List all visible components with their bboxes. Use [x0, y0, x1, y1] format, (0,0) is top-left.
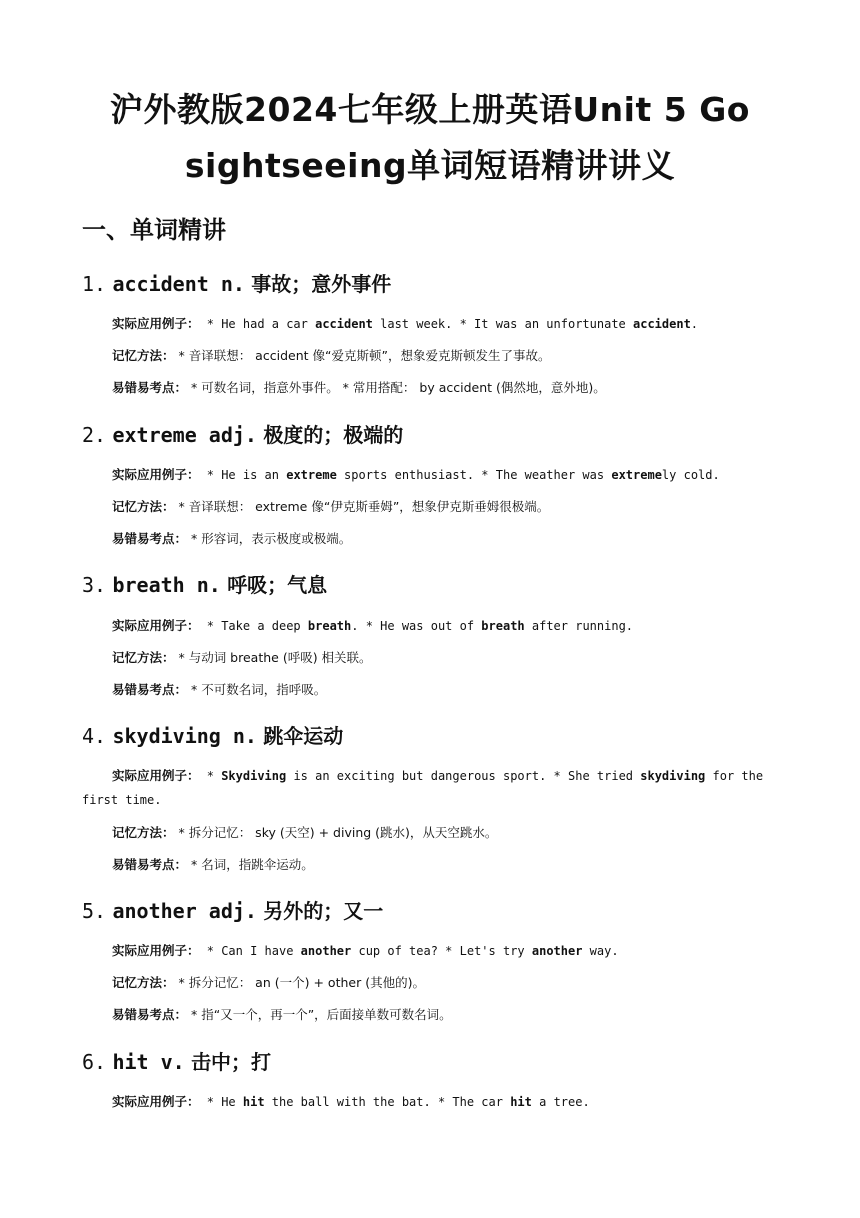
entry-number: 4. [82, 724, 107, 748]
memory-label: 记忆方法： [112, 499, 175, 514]
example-line [112, 614, 802, 638]
example-line [82, 764, 802, 812]
memory-line [112, 495, 802, 519]
entry-number: 6. [82, 1050, 107, 1074]
entry-word: hit v. [112, 1050, 185, 1074]
doc-title-line1: 沪外教版2024七年级上册英语Unit 5 Go [110, 90, 750, 129]
pitfall-label: 易错易考点： [112, 531, 188, 546]
entry-another [82, 894, 802, 1022]
entry-meaning: 击中；打 [191, 1050, 272, 1074]
entry-hit [82, 1045, 802, 1109]
pitfall-text: * 不可数名词，指呼吸。 [187, 682, 327, 697]
entry-heading [82, 568, 802, 602]
example-label: 实际应用例子： [112, 316, 200, 331]
example-label: 实际应用例子： [112, 467, 200, 482]
example-line [112, 463, 802, 487]
entry-meaning: 另外的；又一 [263, 899, 384, 923]
entry-number: 3. [82, 573, 107, 597]
entry-word: breath n. [112, 573, 221, 597]
pitfall-line [112, 527, 802, 551]
entry-meaning: 跳伞运动 [263, 724, 344, 748]
entry-skydiving [82, 719, 802, 872]
entry-number: 5. [82, 899, 107, 923]
entry-heading [82, 418, 802, 452]
example-label: 实际应用例子： [112, 768, 200, 783]
example-label: 实际应用例子： [112, 618, 200, 633]
example-text: * He had a car accident last week. * It was an unfortunate accident. [199, 317, 699, 331]
example-text: * Take a deep breath. * He was out of breath after running. [199, 619, 634, 633]
entry-word: another adj. [112, 899, 257, 923]
entry-accident [82, 267, 802, 395]
section-heading: 一、单词精讲 [82, 216, 226, 244]
pitfall-text: * 指“又一个，再一个”，后面接单数可数名词。 [187, 1007, 452, 1022]
entry-heading [82, 267, 802, 301]
entry-number: 1. [82, 272, 107, 296]
example-label: 实际应用例子： [112, 1094, 200, 1109]
entry-breath [82, 568, 802, 697]
pitfall-label: 易错易考点： [112, 1007, 188, 1022]
pitfall-text: * 名词，指跳伞运动。 [187, 857, 314, 872]
entry-meaning: 事故；意外事件 [251, 272, 392, 296]
memory-text: * 音译联想： extreme 像“伊克斯垂姆”，想象伊克斯垂姆很极端。 [174, 499, 550, 514]
example-text: * Can I have another cup of tea? * Let's try another way. [199, 944, 619, 958]
memory-label: 记忆方法： [112, 825, 175, 840]
memory-line [112, 344, 802, 368]
pitfall-label: 易错易考点： [112, 857, 188, 872]
memory-text: * 音译联想： accident 像“爱克斯顿”，想象爱克斯顿发生了事故。 [174, 348, 551, 363]
memory-text: * 拆分记忆： sky (天空) + diving (跳水)，从天空跳水。 [174, 825, 498, 840]
pitfall-line [112, 678, 802, 702]
entry-heading [82, 719, 802, 753]
doc-title-line2: sightseeing单词短语精讲讲义 [184, 146, 676, 185]
example-line [112, 939, 802, 963]
example-line [112, 312, 802, 336]
entry-number: 2. [82, 423, 107, 447]
pitfall-label: 易错易考点： [112, 682, 188, 697]
memory-label: 记忆方法： [112, 650, 175, 665]
memory-label: 记忆方法： [112, 348, 175, 363]
memory-text: * 与动词 breathe (呼吸) 相关联。 [174, 650, 372, 665]
pitfall-label: 易错易考点： [112, 380, 188, 395]
pitfall-line [112, 1003, 802, 1027]
example-text: * He hit the ball with the bat. * The car hit a tree. [199, 1095, 590, 1109]
entry-word: accident n. [112, 272, 245, 296]
entry-meaning: 极度的；极端的 [263, 423, 404, 447]
pitfall-line [112, 376, 802, 400]
memory-text: * 拆分记忆： an (一个) + other (其他的)。 [174, 975, 425, 990]
entry-heading [82, 1045, 802, 1079]
entry-word: extreme adj. [112, 423, 257, 447]
entry-word: skydiving n. [112, 724, 257, 748]
entry-meaning: 呼吸；气息 [227, 573, 328, 597]
example-text: * Skydiving is an exciting but dangerous sport. * She tried skydiving for the first time. [82, 769, 764, 807]
memory-line [112, 821, 802, 845]
entry-extreme [82, 418, 802, 546]
example-text: * He is an extreme sports enthusiast. * The weather was extremely cold. [199, 468, 720, 482]
pitfall-line [112, 853, 802, 877]
memory-line [112, 646, 802, 670]
entry-heading [82, 894, 802, 928]
pitfall-text: * 可数名词，指意外事件。 * 常用搭配： by accident (偶然地，意外地)。 [187, 380, 606, 395]
memory-label: 记忆方法： [112, 975, 175, 990]
pitfall-text: * 形容词，表示极度或极端。 [187, 531, 352, 546]
example-line [112, 1090, 802, 1114]
example-label: 实际应用例子： [112, 943, 200, 958]
memory-line [112, 971, 802, 995]
